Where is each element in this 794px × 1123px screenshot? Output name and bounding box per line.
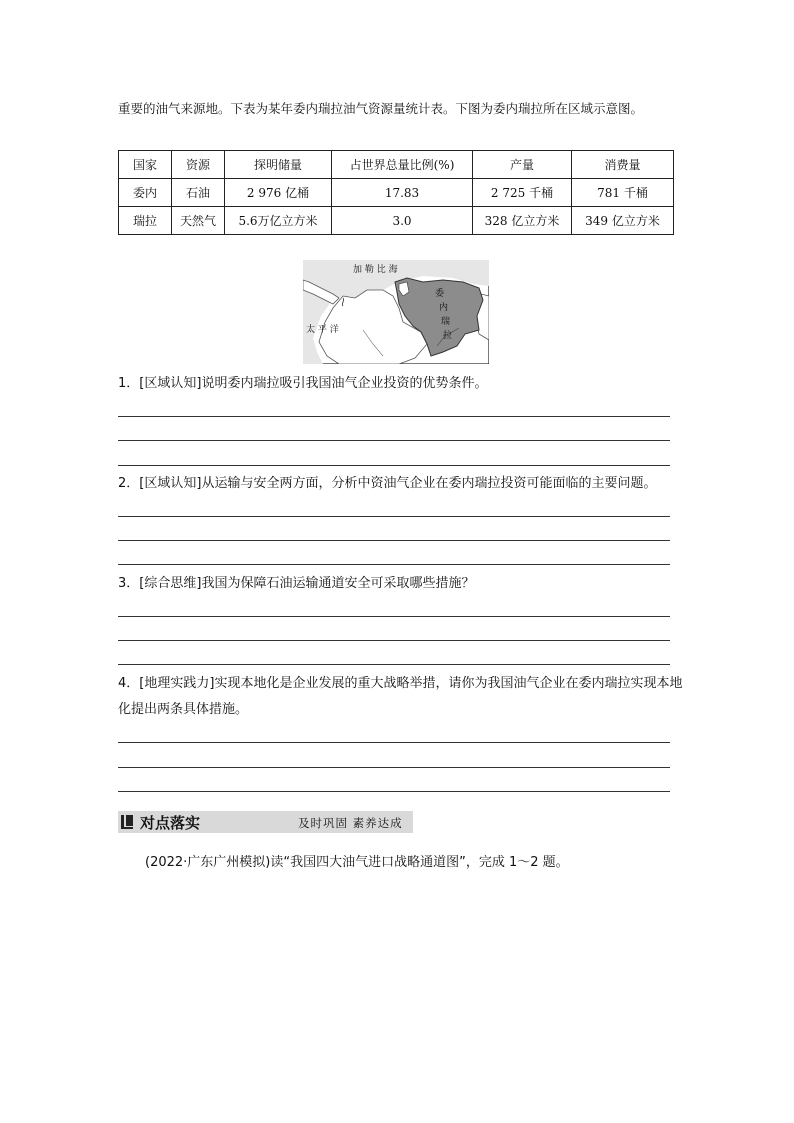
table-cell: 天然气 bbox=[172, 207, 225, 235]
resource-table bbox=[118, 150, 674, 235]
question-text: 我国为保障石油运输通道安全可采取哪些措施？ bbox=[201, 576, 475, 591]
answer-line[interactable] bbox=[118, 742, 670, 743]
question-1 bbox=[118, 371, 683, 397]
closing-prompt: (2022·广东广州模拟)读“我国四大油气进口战略通道图”，完成 1～2 题。 bbox=[145, 855, 569, 870]
question-number: 3． bbox=[118, 576, 140, 591]
caribbean-sea-label: 加 勒 比 海 bbox=[353, 265, 398, 275]
table-cell: 328 亿立方米 bbox=[473, 207, 572, 235]
question-text: 从运输与安全两方面，分析中资油气企业在委内瑞拉投资可能面临的主要问题。 bbox=[201, 476, 657, 491]
table-cell-country-top: 委内 bbox=[119, 179, 172, 207]
table-cell: 781 千桶 bbox=[572, 179, 674, 207]
question-tag: [区域认知] bbox=[139, 476, 202, 491]
table-cell: 349 亿立方米 bbox=[572, 207, 674, 235]
question-3 bbox=[118, 571, 683, 597]
section-subtitle: 及时巩固 素养达成 bbox=[298, 816, 403, 830]
book-icon bbox=[121, 815, 133, 829]
question-tag: [综合思维] bbox=[139, 576, 202, 591]
table-cell: 17.83 bbox=[332, 179, 473, 207]
answer-line[interactable] bbox=[118, 540, 670, 541]
question-tag: [地理实践力] bbox=[139, 676, 215, 691]
answer-line[interactable] bbox=[118, 465, 670, 466]
section-title: 对点落实 bbox=[140, 814, 201, 832]
table-cell: 5.6万亿立方米 bbox=[225, 207, 332, 235]
question-2 bbox=[118, 471, 698, 497]
answer-line[interactable] bbox=[118, 416, 670, 417]
question-number: 2． bbox=[118, 476, 140, 491]
question-tag: [区域认知] bbox=[139, 376, 202, 391]
answer-line[interactable] bbox=[118, 767, 670, 768]
table-header-row bbox=[119, 151, 674, 179]
question-number: 1． bbox=[118, 376, 140, 391]
table-cell: 3.0 bbox=[332, 207, 473, 235]
answer-line[interactable] bbox=[118, 564, 670, 565]
answer-line[interactable] bbox=[118, 616, 670, 617]
venezuela-label-2: 内 bbox=[439, 303, 449, 313]
table-header-cell: 探明储量 bbox=[225, 151, 332, 179]
answer-line[interactable] bbox=[118, 640, 670, 641]
question-number: 4． bbox=[118, 676, 140, 691]
intro-paragraph: 重要的油气来源地。下表为某年委内瑞拉油气资源量统计表。下图为委内瑞拉所在区域示意图。 bbox=[118, 101, 644, 116]
pacific-ocean-label: 太 平 洋 bbox=[306, 325, 339, 335]
table-header-cell: 国家 bbox=[119, 151, 172, 179]
venezuela-region-map bbox=[303, 260, 489, 364]
question-text: 实现本地化是企业发展的重大战略举措，请你为我国油气企业在委内瑞拉实现本地化提出两条具体措施。 bbox=[118, 676, 683, 717]
table-cell-country-bottom: 瑞拉 bbox=[119, 207, 172, 235]
question-4 bbox=[118, 671, 683, 723]
table-cell: 2 976 亿桶 bbox=[225, 179, 332, 207]
venezuela-label-4: 拉 bbox=[443, 331, 453, 341]
table-header-cell: 资源 bbox=[172, 151, 225, 179]
table-cell: 石油 bbox=[172, 179, 225, 207]
answer-line[interactable] bbox=[118, 440, 670, 441]
answer-line[interactable] bbox=[118, 516, 670, 517]
table-header-cell: 产量 bbox=[473, 151, 572, 179]
table-row bbox=[119, 179, 674, 207]
table-header-cell: 占世界总量比例(%) bbox=[332, 151, 473, 179]
answer-line[interactable] bbox=[118, 791, 670, 792]
venezuela-label-1: 委 bbox=[435, 289, 445, 299]
table-header-cell: 消费量 bbox=[572, 151, 674, 179]
venezuela-label-3: 瑞 bbox=[441, 317, 451, 327]
section-header bbox=[118, 811, 413, 833]
table-cell: 2 725 千桶 bbox=[473, 179, 572, 207]
table-row bbox=[119, 207, 674, 235]
answer-line[interactable] bbox=[118, 664, 670, 665]
question-text: 说明委内瑞拉吸引我国油气企业投资的优势条件。 bbox=[201, 376, 488, 391]
